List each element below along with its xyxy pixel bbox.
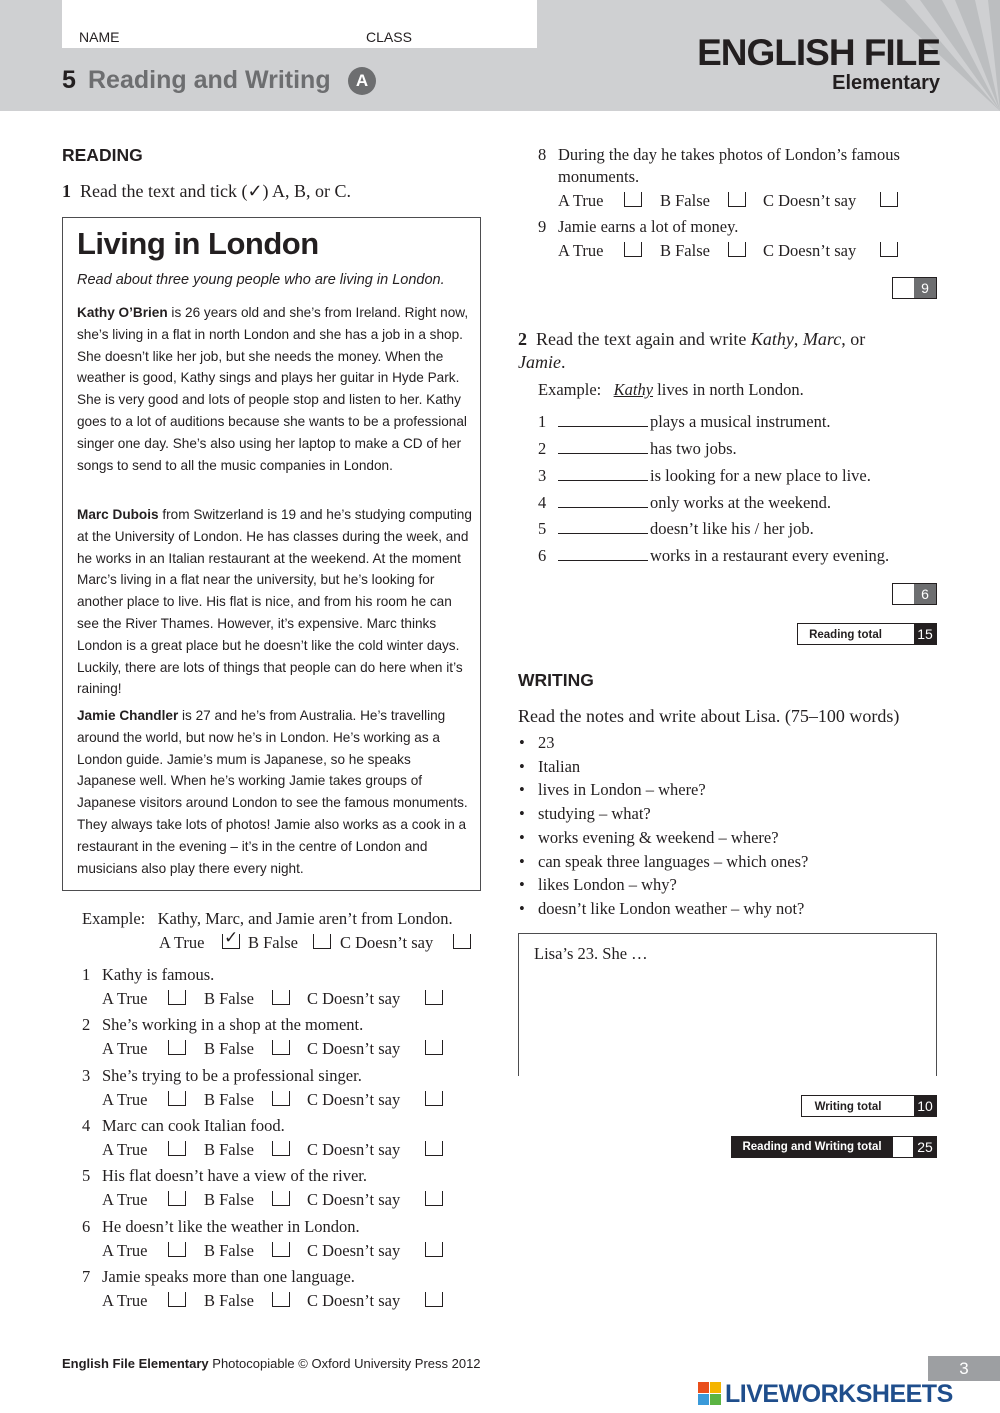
paragraph-marc <box>77 504 472 700</box>
answer-blank[interactable] <box>558 519 648 534</box>
item-text: only works at the weekend. <box>650 493 831 512</box>
person-name: Jamie Chandler <box>77 708 179 723</box>
section-title: Reading and Writing <box>88 66 331 94</box>
instruction-end: . <box>560 352 566 372</box>
question-text: Marc can cook Italian food. <box>102 1116 285 1135</box>
option-b-label: B False <box>204 1090 254 1109</box>
answer-options <box>102 1190 442 1210</box>
item-number: 2 <box>538 439 547 458</box>
answer-options <box>102 1090 442 1110</box>
question-number: 9 <box>538 217 547 236</box>
option-b-checkbox[interactable] <box>272 1091 290 1106</box>
exercise-1-score <box>892 277 937 299</box>
instruction-text: Read the text again and write <box>536 329 751 349</box>
fill-in-item-5 <box>538 519 814 539</box>
fill-in-item-1 <box>538 412 831 432</box>
reading-total <box>797 623 937 645</box>
option-c-label: C Doesn’t say <box>763 241 857 260</box>
writing-total-label: Writing total <box>814 1101 882 1113</box>
option-a-checkbox[interactable] <box>168 1091 186 1106</box>
grand-total-label: Reading and Writing total <box>742 1141 882 1153</box>
option-a-label: A True <box>159 933 205 952</box>
option-c-checkbox[interactable] <box>425 1191 443 1206</box>
name-marc: Marc <box>802 329 842 349</box>
exercise-2-score <box>892 583 937 605</box>
note-item: • works evening & weekend – where? <box>538 826 779 850</box>
option-a-label: A True <box>102 1190 148 1209</box>
name-jamie: Jamie <box>518 352 561 372</box>
answer-blank[interactable] <box>558 412 648 427</box>
option-a-label: A True <box>558 191 604 210</box>
option-b-checkbox[interactable] <box>272 1040 290 1055</box>
option-c-checkbox[interactable] <box>425 1292 443 1307</box>
example-answer: Kathy <box>613 380 654 399</box>
option-b-label: B False <box>204 1140 254 1159</box>
option-a-checkbox[interactable] <box>624 242 642 257</box>
footer-rights: Photocopiable © Oxford University Press 2012 <box>208 1356 481 1371</box>
option-a-checkbox[interactable] <box>168 1292 186 1307</box>
answer-options <box>102 1241 442 1261</box>
question-text: Jamie speaks more than one language. <box>102 1267 355 1286</box>
exercise-number: 2 <box>518 329 527 349</box>
example-label: Example: <box>538 380 602 399</box>
question-number: 8 <box>538 145 547 164</box>
fill-in-item-6 <box>538 546 889 566</box>
option-c-label: C Doesn’t say <box>307 1039 401 1058</box>
option-b-label: B False <box>660 241 710 260</box>
item-text: doesn’t like his / her job. <box>650 519 814 538</box>
question-text: She’s working in a shop at the moment. <box>102 1015 364 1034</box>
option-b-label: B False <box>204 1039 254 1058</box>
liveworksheets-watermark: LIVEWORKSHEETS <box>725 1380 953 1408</box>
question-2 <box>82 1015 363 1035</box>
option-c-checkbox[interactable] <box>425 1242 443 1257</box>
item-number: 3 <box>538 466 547 485</box>
option-a-label: A True <box>102 1241 148 1260</box>
question-number: 6 <box>82 1217 91 1236</box>
option-a-label: A True <box>102 1039 148 1058</box>
option-b-label: B False <box>204 989 254 1008</box>
option-a-checkbox[interactable] <box>168 1040 186 1055</box>
item-number: 4 <box>538 493 547 512</box>
example-question <box>82 909 453 929</box>
question-number: 2 <box>82 1015 91 1034</box>
question-1 <box>82 965 214 985</box>
option-b-checkbox[interactable] <box>272 1292 290 1307</box>
option-b-checkbox[interactable] <box>272 1191 290 1206</box>
option-b-label: B False <box>204 1291 254 1310</box>
answer-options <box>102 989 442 1009</box>
option-b-checkbox[interactable] <box>313 934 331 949</box>
option-a-label: A True <box>102 1140 148 1159</box>
answer-options <box>558 241 898 261</box>
note-item: • studying – what? <box>538 802 651 826</box>
question-number: 5 <box>82 1166 91 1185</box>
option-a-checkbox[interactable] <box>168 990 186 1005</box>
question-8-continued: monuments. <box>558 167 640 186</box>
option-a-checkbox[interactable] <box>168 1242 186 1257</box>
option-c-label: C Doesn’t say <box>307 989 401 1008</box>
page-number: 3 <box>928 1356 1000 1381</box>
option-a-checkbox[interactable] <box>222 934 240 949</box>
note-item: • Italian <box>538 755 580 779</box>
passage-title: Living in London <box>77 226 319 261</box>
item-text: works in a restaurant every evening. <box>650 546 890 565</box>
question-6 <box>82 1217 360 1237</box>
option-a-label: A True <box>102 989 148 1008</box>
item-number: 6 <box>538 546 547 565</box>
exercise-number: 1 <box>62 181 71 201</box>
option-a-label: A True <box>558 241 604 260</box>
option-c-label: C Doesn’t say <box>307 1291 401 1310</box>
answer-options <box>558 191 898 211</box>
option-b-label: B False <box>204 1190 254 1209</box>
exercise-2-instruction <box>518 328 918 374</box>
fill-in-item-3 <box>538 466 871 486</box>
grand-total <box>731 1136 937 1158</box>
paragraph-text: is 26 years old and she’s from Ireland. Right now, she’s living in a flat in north London and she has a job in a shop. She doesn’t like her job, but she needs the money. When the weather is good, Kathy sings and plays her guitar in Hyde Park. She is very good and lots of people stop and listen to her. Kathy goes to a lot of auditions because she wants to be a professional singer one day. She’s also using her laptop to make a CD of her songs to send to all the music companies in London. <box>77 305 469 473</box>
class-label: CLASS <box>366 29 412 45</box>
paragraph-text: from Switzerland is 19 and he’s studying computing at the University of London. He has classes during the week, and he works in an Italian restaurant at the weekend. At the moment Marc’s living in a flat near the university, but he’s looking for another place to live. His flat is nice, and from his room he can see the River Thames. However, it’s expensive. Marc thinks London is a great place but he doesn’t like the cold winter days. Luckily, there are lots of things that people can do here when it’s raining! <box>77 507 472 697</box>
answer-options <box>102 1140 442 1160</box>
option-c-label: C Doesn’t say <box>340 933 434 952</box>
question-text: Jamie earns a lot of money. <box>558 217 739 236</box>
option-a-label: A True <box>102 1090 148 1109</box>
score-value: 6 <box>914 584 936 604</box>
writing-total-value: 10 <box>914 1096 936 1116</box>
note-item: • can speak three languages – which ones? <box>538 850 808 874</box>
option-a-checkbox[interactable] <box>624 192 642 207</box>
option-a-label: A True <box>102 1291 148 1310</box>
person-name: Marc Dubois <box>77 507 159 522</box>
option-b-checkbox[interactable] <box>728 192 746 207</box>
writing-instruction: Read the notes and write about Lisa. (75–100 words) <box>518 706 900 726</box>
option-b-label: B False <box>660 191 710 210</box>
item-text: has two jobs. <box>650 439 737 458</box>
option-c-label: C Doesn’t say <box>307 1140 401 1159</box>
example-rest: lives in north London. <box>653 380 804 399</box>
question-8 <box>538 145 900 165</box>
writing-starter: Lisa’s 23. She … <box>534 944 648 963</box>
option-b-checkbox[interactable] <box>728 242 746 257</box>
unit-number: 5 <box>62 66 76 94</box>
item-number: 5 <box>538 519 547 538</box>
paragraph-text: is 27 and he’s from Australia. He’s travelling around the world, but now he’s in London. He’s working as a London guide. Jamie’s mum is Japanese, so he speaks Japanese well. When he’s working Jamie takes groups of Japanese visitors around London to see the famous monuments. They always take lots of photos! Jamie also works as a cook in a restaurant in the evening – it’s in the centre of London and musicians also play there every night. <box>77 708 468 876</box>
option-c-checkbox[interactable] <box>425 1141 443 1156</box>
footer-book: English File Elementary <box>62 1356 209 1371</box>
option-b-checkbox[interactable] <box>272 990 290 1005</box>
option-b-checkbox[interactable] <box>272 1141 290 1156</box>
note-item: • likes London – why? <box>538 873 677 897</box>
question-9 <box>538 217 738 237</box>
option-c-label: C Doesn’t say <box>307 1090 401 1109</box>
option-c-checkbox[interactable] <box>425 1040 443 1055</box>
separator: , or <box>841 329 866 349</box>
question-text: His flat doesn’t have a view of the river. <box>102 1166 367 1185</box>
reading-passage <box>62 217 481 891</box>
name-kathy: Kathy <box>750 329 794 349</box>
passage-intro: Read about three young people who are living in London. <box>77 272 445 288</box>
note-item: • 23 <box>538 731 555 755</box>
fill-in-item-2 <box>538 439 737 459</box>
exercise-1-instruction <box>62 180 351 203</box>
note-item: • lives in London – where? <box>538 778 706 802</box>
writing-total <box>801 1095 937 1117</box>
question-number: 1 <box>82 965 91 984</box>
option-c-checkbox[interactable] <box>453 934 471 949</box>
paragraph-kathy <box>77 302 472 476</box>
option-c-checkbox[interactable] <box>425 990 443 1005</box>
writing-heading: WRITING <box>518 670 594 690</box>
question-number: 4 <box>82 1116 91 1135</box>
question-text: Kathy is famous. <box>102 965 215 984</box>
option-c-checkbox[interactable] <box>880 242 898 257</box>
question-text: She’s trying to be a professional singer. <box>102 1066 362 1085</box>
option-b-label: B False <box>248 933 298 952</box>
footer-copyright <box>62 1356 481 1371</box>
liveworksheets-logo-icon <box>698 1382 722 1406</box>
example-options <box>159 933 479 953</box>
section-badge: A <box>348 67 376 95</box>
option-a-checkbox[interactable] <box>168 1191 186 1206</box>
question-number: 3 <box>82 1066 91 1085</box>
option-c-checkbox[interactable] <box>425 1091 443 1106</box>
score-value: 9 <box>914 278 936 298</box>
paragraph-jamie <box>77 705 472 879</box>
answer-blank[interactable] <box>558 546 648 561</box>
question-7 <box>82 1267 355 1287</box>
question-text: During the day he takes photos of London’s famous <box>558 145 900 164</box>
example-text: Kathy, Marc, and Jamie aren’t from London. <box>157 909 453 928</box>
question-text: He doesn’t like the weather in London. <box>102 1217 360 1236</box>
example-label: Example: <box>82 909 146 928</box>
answer-options <box>102 1291 442 1311</box>
writing-answer-box[interactable] <box>518 933 937 1076</box>
exercise-2-example <box>538 380 804 400</box>
reading-heading: READING <box>62 145 143 165</box>
brand-title: ENGLISH FILE <box>697 32 940 73</box>
instruction-text: Read the text and tick (✓) A, B, or C. <box>80 181 352 201</box>
question-3 <box>82 1066 362 1086</box>
option-c-label: C Doesn’t say <box>307 1190 401 1209</box>
name-class-box <box>62 0 537 48</box>
answer-blank[interactable] <box>558 439 648 454</box>
option-b-label: B False <box>204 1241 254 1260</box>
question-5 <box>82 1166 367 1186</box>
item-text: plays a musical instrument. <box>650 412 831 431</box>
person-name: Kathy O’Brien <box>77 305 168 320</box>
question-number: 7 <box>82 1267 91 1286</box>
item-text: is looking for a new place to live. <box>650 466 871 485</box>
answer-blank[interactable] <box>558 466 648 481</box>
question-4 <box>82 1116 285 1136</box>
answer-blank[interactable] <box>558 493 648 508</box>
option-a-checkbox[interactable] <box>168 1141 186 1156</box>
option-c-label: C Doesn’t say <box>307 1241 401 1260</box>
reading-total-label: Reading total <box>809 629 882 641</box>
brand-subtitle: Elementary <box>832 72 940 94</box>
name-label: NAME <box>79 29 120 45</box>
option-c-label: C Doesn’t say <box>763 191 857 210</box>
answer-options <box>102 1039 442 1059</box>
fill-in-item-4 <box>538 493 831 513</box>
note-item: • doesn’t like London weather – why not? <box>538 897 804 921</box>
option-b-checkbox[interactable] <box>272 1242 290 1257</box>
item-number: 1 <box>538 412 547 431</box>
reading-total-value: 15 <box>914 624 936 644</box>
grand-total-value: 25 <box>917 1139 933 1155</box>
option-c-checkbox[interactable] <box>880 192 898 207</box>
separator: , <box>793 329 803 349</box>
